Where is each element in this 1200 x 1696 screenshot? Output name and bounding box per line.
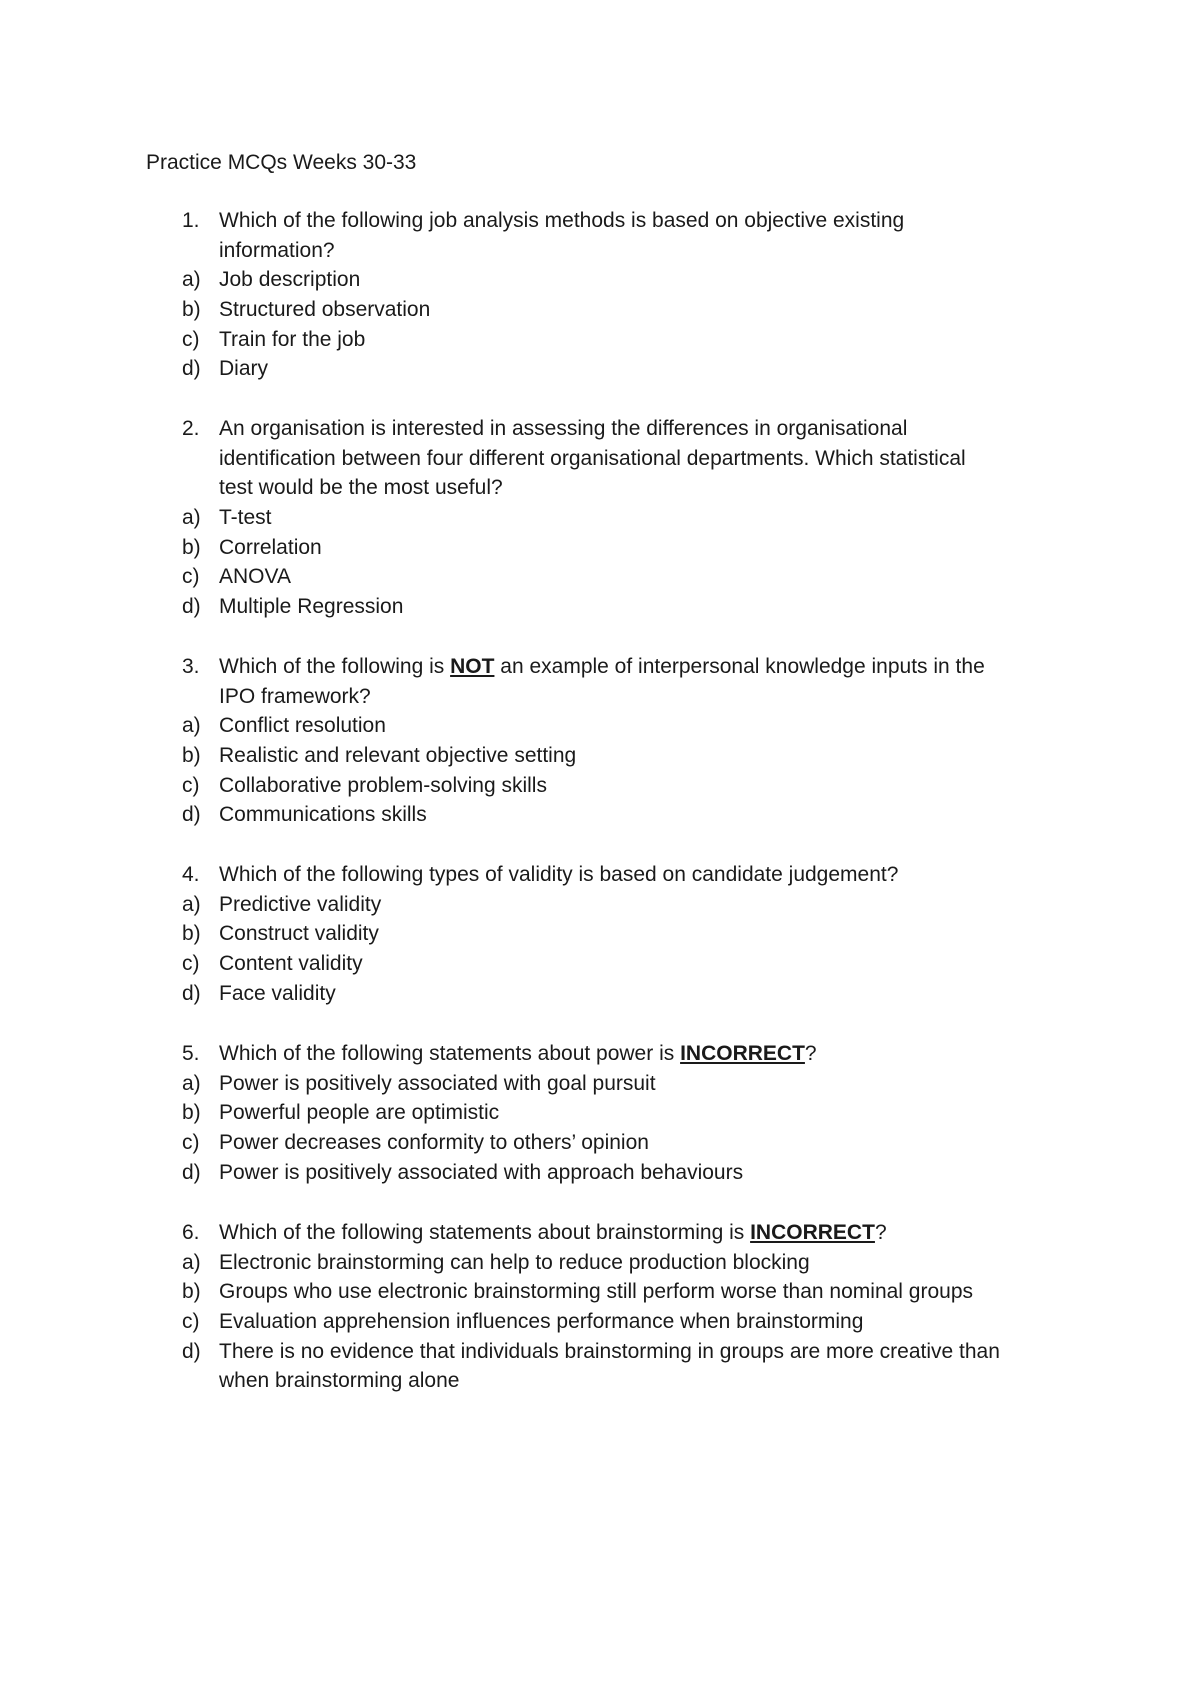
option-text: Electronic brainstorming can help to reduce production blocking [219,1250,810,1274]
question-stem-line [0,206,1200,236]
question-text: IPO framework? [219,684,371,708]
option-c [0,771,1200,801]
option-letter: a) [182,1071,201,1095]
option-letter: d) [182,803,201,827]
question-number: 1. [182,209,200,232]
option-text: Job description [219,268,361,292]
question-text-part: an example of interpersonal knowledge inputs in the [494,655,985,678]
question-stem-line [0,444,1200,474]
option-text: Structured observation [219,298,431,322]
option-letter: b) [182,1101,201,1125]
option-c [0,1128,1200,1158]
option-b [0,919,1200,949]
question-text: An organisation is interested in assessing the differences in organisational [219,417,908,440]
option-letter: d) [182,595,201,619]
option-d [0,1337,1200,1367]
option-text: Power decreases conformity to others’ opinion [219,1131,649,1155]
option-letter: c) [182,1131,200,1155]
question-text-part: Which of the following statements about power is [219,1042,681,1065]
question-text-part: ? [804,1042,817,1065]
option-b [0,295,1200,325]
option-letter: d) [182,357,201,381]
option-c [0,325,1200,355]
question-number: 6. [182,1221,200,1244]
question-number: 5. [182,1042,200,1065]
question-text: Which of the following types of validity is based on candidate judgement? [219,863,899,886]
document-title: Practice MCQs Weeks 30-33 [146,151,417,174]
question-text [219,652,985,682]
option-d [0,800,1200,830]
option-c [0,1307,1200,1337]
question-text-part: Which of the following statements about brainstorming is [219,1221,751,1244]
question-text: test would be the most useful? [219,476,503,500]
option-text: Communications skills [219,803,427,827]
option-letter: c) [182,327,200,351]
option-letter: a) [182,1250,201,1274]
question-text [219,1039,817,1069]
option-letter: d) [182,981,201,1005]
question-1 [0,206,1200,384]
question-stem-line [0,236,1200,266]
emphasis-keyword: INCORRECT [680,1042,805,1065]
question-5 [0,1039,1200,1187]
option-b [0,1098,1200,1128]
emphasis-keyword: NOT [450,655,495,678]
question-stem-line [0,473,1200,503]
question-text: Which of the following job analysis methods is based on objective existing [219,209,905,232]
option-b [0,1277,1200,1307]
option-text: There is no evidence that individuals brainstorming in groups are more creative than [219,1339,1000,1363]
option-text: Collaborative problem-solving skills [219,773,547,797]
question-text: information? [219,238,335,262]
option-text: Realistic and relevant objective setting [219,744,577,768]
question-text [219,1218,887,1248]
option-text: Train for the job [219,327,366,351]
option-letter: b) [182,1280,201,1304]
option-text: Multiple Regression [219,595,404,619]
option-c [0,949,1200,979]
option-letter: d) [182,1160,201,1184]
question-6 [0,1218,1200,1396]
question-stem-line [0,860,1200,890]
option-letter: b) [182,535,201,559]
option-letter: c) [182,952,200,976]
option-d [0,979,1200,1009]
question-stem-line [0,1039,1200,1069]
option-text: Predictive validity [219,892,382,916]
question-text-part: ? [874,1221,887,1244]
option-text: when brainstorming alone [219,1369,460,1393]
option-text: Construct validity [219,922,379,946]
option-letter: c) [182,1310,200,1334]
option-d-continued [0,1366,1200,1396]
option-letter: a) [182,714,201,738]
question-stem-line [0,682,1200,712]
option-text: Face validity [219,981,336,1005]
option-c [0,562,1200,592]
option-a [0,265,1200,295]
question-number: 3. [182,655,200,678]
option-letter: a) [182,268,201,292]
option-text: Groups who use electronic brainstorming still perform worse than nominal groups [219,1280,974,1304]
option-a [0,1069,1200,1099]
question-text-part: Which of the following is [219,655,451,678]
option-a [0,711,1200,741]
option-letter: b) [182,744,201,768]
option-text: T-test [219,506,272,530]
option-text: Power is positively associated with approach behaviours [219,1160,744,1184]
option-text: Conflict resolution [219,714,386,738]
emphasis-keyword: INCORRECT [750,1221,875,1244]
question-2 [0,414,1200,622]
option-text: Powerful people are optimistic [219,1101,500,1125]
option-text: Correlation [219,535,322,559]
option-letter: c) [182,773,200,797]
question-3 [0,652,1200,830]
option-text: Power is positively associated with goal pursuit [219,1071,656,1095]
option-letter: a) [182,892,201,916]
option-text: Evaluation apprehension influences performance when brainstorming [219,1310,864,1334]
option-a [0,890,1200,920]
option-letter: b) [182,922,201,946]
option-d [0,1158,1200,1188]
question-number: 4. [182,863,200,886]
option-letter: b) [182,298,201,322]
option-text: Diary [219,357,269,381]
option-b [0,741,1200,771]
question-text: identification between four different organisational departments. Which statistical [219,446,966,470]
question-stem-line [0,414,1200,444]
option-a [0,1248,1200,1278]
option-letter: c) [182,565,200,589]
option-letter: a) [182,506,201,530]
question-stem-line [0,652,1200,682]
option-d [0,354,1200,384]
question-4 [0,860,1200,1008]
option-b [0,533,1200,563]
option-text: ANOVA [219,565,291,589]
option-text: Content validity [219,952,363,976]
question-number: 2. [182,417,200,440]
option-a [0,503,1200,533]
option-d [0,592,1200,622]
option-letter: d) [182,1339,201,1363]
question-stem-line [0,1218,1200,1248]
